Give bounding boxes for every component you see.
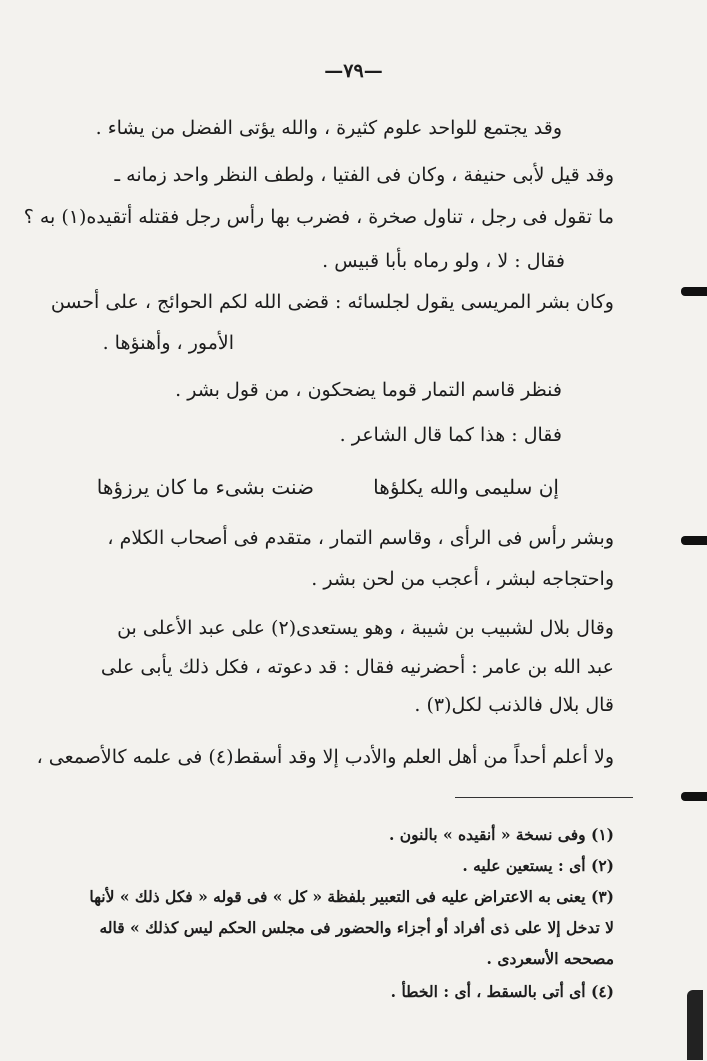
footnote: (١) وفى نسخة « أنقيده » بالنون .	[388, 825, 614, 844]
text-line: وقال بلال لشبيب بن شيبة ، وهو يستعدى(٢) على عبد الأعلى بن	[117, 617, 614, 639]
text-line: وقد قيل لأبى حنيفة ، وكان فى الفتيا ، ولطف النظر واحد زمانه ـ	[114, 164, 614, 186]
margin-mark	[681, 287, 707, 296]
footnote: (٢) أى : يستعين عليه .	[462, 856, 614, 875]
page-number: —٧٩—	[324, 60, 383, 82]
margin-mark	[681, 536, 707, 545]
footnote: (٤) أى أتى بالسقط ، أى : الخطأ .	[390, 982, 614, 1001]
footnote-separator	[455, 797, 633, 798]
text-line: الأمور ، وأهنؤها .	[102, 332, 234, 354]
text-line: قال بلال فالذنب لكل(٣) .	[414, 694, 614, 716]
text-line: فقال : لا ، ولو رماه بأبا قبيس .	[322, 250, 565, 272]
footnote: مصححه الأسعردى .	[486, 949, 614, 968]
text-line: وبشر رأس فى الرأى ، وقاسم التمار ، متقدم فى أصحاب الكلام ،	[107, 527, 614, 549]
text-line: فنظر قاسم التمار قوما يضحكون ، من قول بشر .	[175, 379, 562, 401]
text-line: وكان بشر المريسى يقول لجلسائه : قضى الله لكم الحوائج ، على أحسن	[50, 291, 614, 313]
margin-mark	[681, 792, 707, 801]
text-line: وقد يجتمع للواحد علوم كثيرة ، والله يؤتى الفضل من يشاء .	[95, 117, 562, 139]
verse-first-hemistich: إن سليمى والله يكلؤها	[373, 475, 559, 499]
text-line: عبد الله بن عامر : أحضرنيه فقال : قد دعوته ، فكل ذلك يأبى على	[100, 656, 614, 678]
page-edge-shadow	[687, 990, 703, 1060]
text-line: ولا أعلم أحداً من أهل العلم والأدب إلا وقد أسقط(٤) فى علمه كالأصمعى ،	[36, 746, 614, 768]
text-line: واحتجاجه لبشر ، أعجب من لحن بشر .	[311, 568, 614, 590]
verse-second-hemistich: ضنت بشىء ما كان يرزؤها	[96, 475, 314, 499]
footnote: (٣) يعنى به الاعتراض عليه فى التعبير بلفظة « كل » فى قوله « فكل ذلك » لأنها	[89, 887, 614, 906]
footnote: لا تدخل إلا على ذى أفراد أو أجزاء والحضور فى مجلس الحكم ليس كذلك » قاله	[99, 918, 614, 937]
text-line: فقال : هذا كما قال الشاعر .	[339, 424, 562, 446]
text-line: ما تقول فى رجل ، تناول صخرة ، فضرب بها رأس رجل فقتله أتقيده(١) به ؟	[23, 206, 614, 228]
